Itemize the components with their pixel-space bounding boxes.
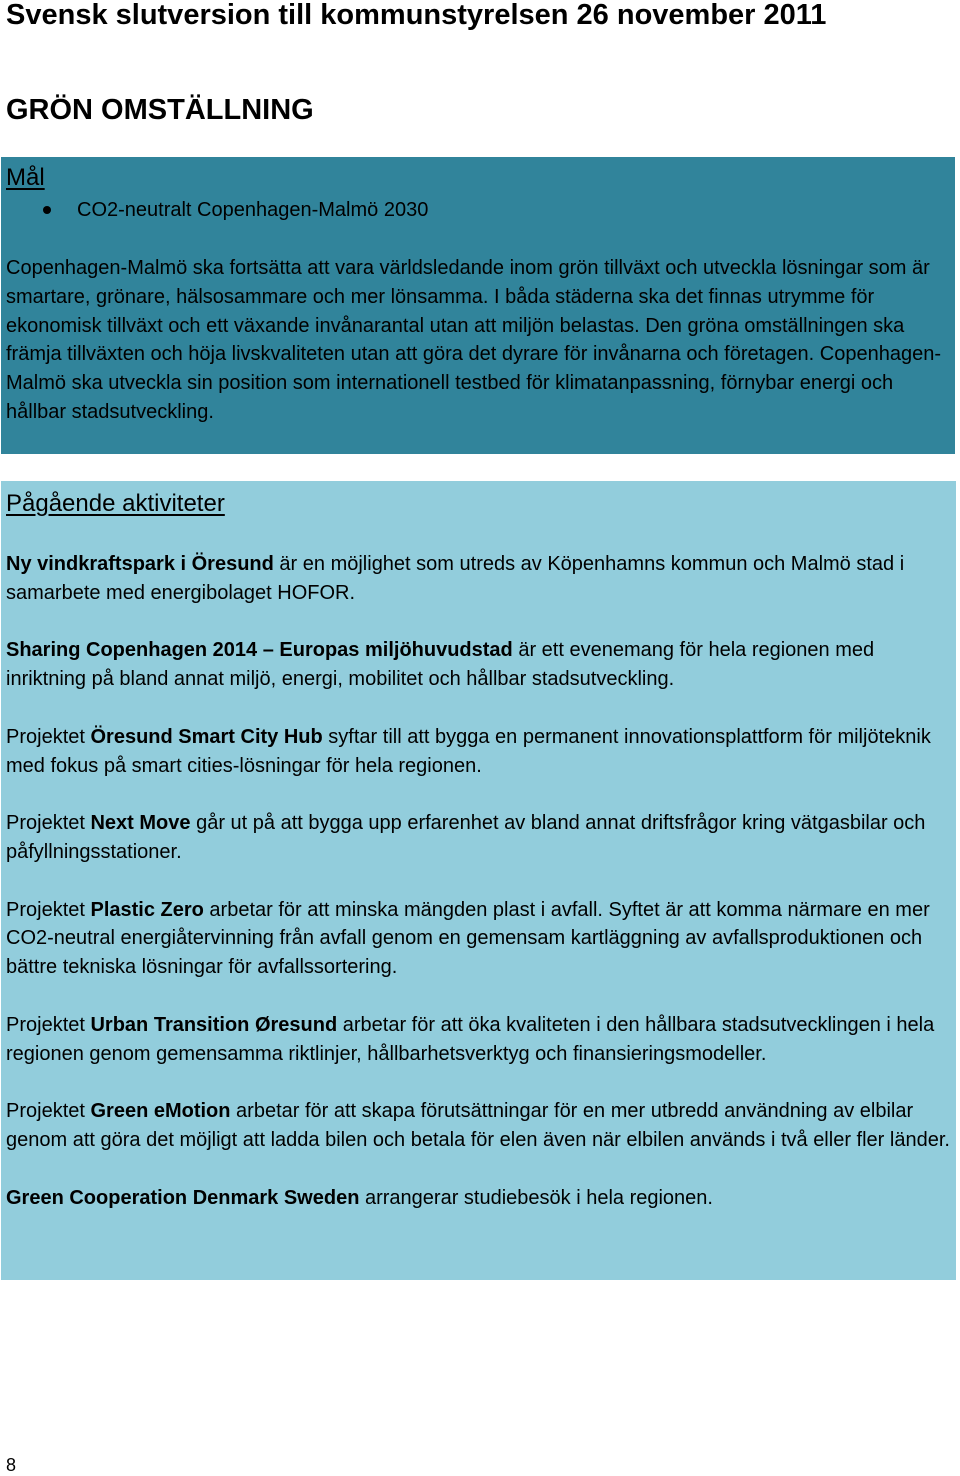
activity-prefix: Projektet <box>6 812 91 835</box>
goal-paragraph: Copenhagen-Malmö ska fortsätta att vara världsledande inom grön tillväxt och utveckla lösningar som är smartare, grönare, hälsosammare och mer lönsamma. I båda städerna ska det finnas utrymme för ekonomisk tillväxt och ett växande invånarantal utan att miljön belastas. Den gröna omställningen ska främja tillväxten och höja livskvaliteten utan att göra det dyrare för invånarna och företagen. Copenhagen-Malmö ska utveckla sin position som internationell testbed för klimatanpassning, förnybar energi och hållbar stadsutveckling. <box>6 257 941 423</box>
activity-description: arbetar för att öka kvaliteten i den hållbara stadsutvecklingen i hela regionen genom gemensamma riktlinjer, hållbarhetsverktyg och finansieringsmodeller. <box>6 1013 935 1065</box>
activity-item <box>6 1184 956 1213</box>
activity-description: är en möjlighet som utreds av Köpenhamns kommun och Malmö stad i samarbete med energibolaget HOFOR. <box>6 553 905 604</box>
page-number: 8 <box>6 1455 17 1475</box>
activities-box <box>1 481 956 1280</box>
activity-prefix: Projektet <box>6 1100 91 1123</box>
activity-item <box>6 1011 956 1069</box>
document-title: Svensk slutversion till kommunstyrelsen 26 november 2011 <box>6 0 827 31</box>
activity-name: Plastic Zero <box>90 898 204 921</box>
activity-prefix: Projektet <box>6 898 91 921</box>
activity-description: arrangerar studiebesök i hela regionen. <box>359 1186 713 1209</box>
activity-name: Öresund Smart City Hub <box>90 725 323 748</box>
activity-prefix: Projektet <box>6 725 91 748</box>
goal-box <box>1 157 955 454</box>
activity-item <box>6 809 956 867</box>
activity-item <box>6 896 956 982</box>
activity-description: är ett evenemang för hela regionen med inriktning på bland annat miljö, energi, mobilitet och hållbar stadsutveckling. <box>6 639 875 691</box>
activity-description: arbetar för att minska mängden plast i avfall. Syftet är att komma närmare en mer CO2-neutral energiåtervinning från avfall genom en gemensam kartläggning av avfallsproduktionen och bättre tekniska lösningar för avfallssortering. <box>6 898 930 979</box>
bullet-icon <box>43 206 51 214</box>
activity-description: syftar till att bygga en permanent innovationsplattform för miljöteknik med fokus på smart cities-lösningar för hela regionen. <box>6 725 931 777</box>
activities-heading: Pågående aktiviteter <box>6 490 225 517</box>
activity-item <box>6 550 956 608</box>
activity-description: går ut på att bygga upp erfarenhet av bland annat driftsfrågor kring vätgasbilar och påfyllningsstationer. <box>6 812 926 863</box>
activity-name: Urban Transition Øresund <box>90 1013 338 1036</box>
activity-name: Green Cooperation Denmark Sweden <box>6 1186 360 1209</box>
goal-bullet-item <box>1 196 941 224</box>
section-heading: GRÖN OMSTÄLLNING <box>6 94 314 126</box>
activity-name: Next Move <box>90 812 191 835</box>
activity-description: arbetar för att skapa förutsättningar för en mer utbredd användning av elbilar genom att göra det möjligt att ladda bilen och betala för elen även när elbilen används i två eller fler länder. <box>6 1100 950 1151</box>
goal-bullet-text: CO2-neutralt Copenhagen-Malmö 2030 <box>77 199 429 221</box>
activity-item <box>6 636 956 694</box>
activity-name: Sharing Copenhagen 2014 – Europas miljöhuvudstad <box>6 639 513 662</box>
activity-prefix: Projektet <box>6 1013 91 1036</box>
activity-item <box>6 723 956 781</box>
goal-heading: Mål <box>6 164 45 191</box>
activity-name: Green eMotion <box>90 1100 231 1123</box>
activity-name: Ny vindkraftspark i Öresund <box>6 553 274 575</box>
activity-item <box>6 1097 956 1155</box>
activities-list <box>6 550 956 1241</box>
